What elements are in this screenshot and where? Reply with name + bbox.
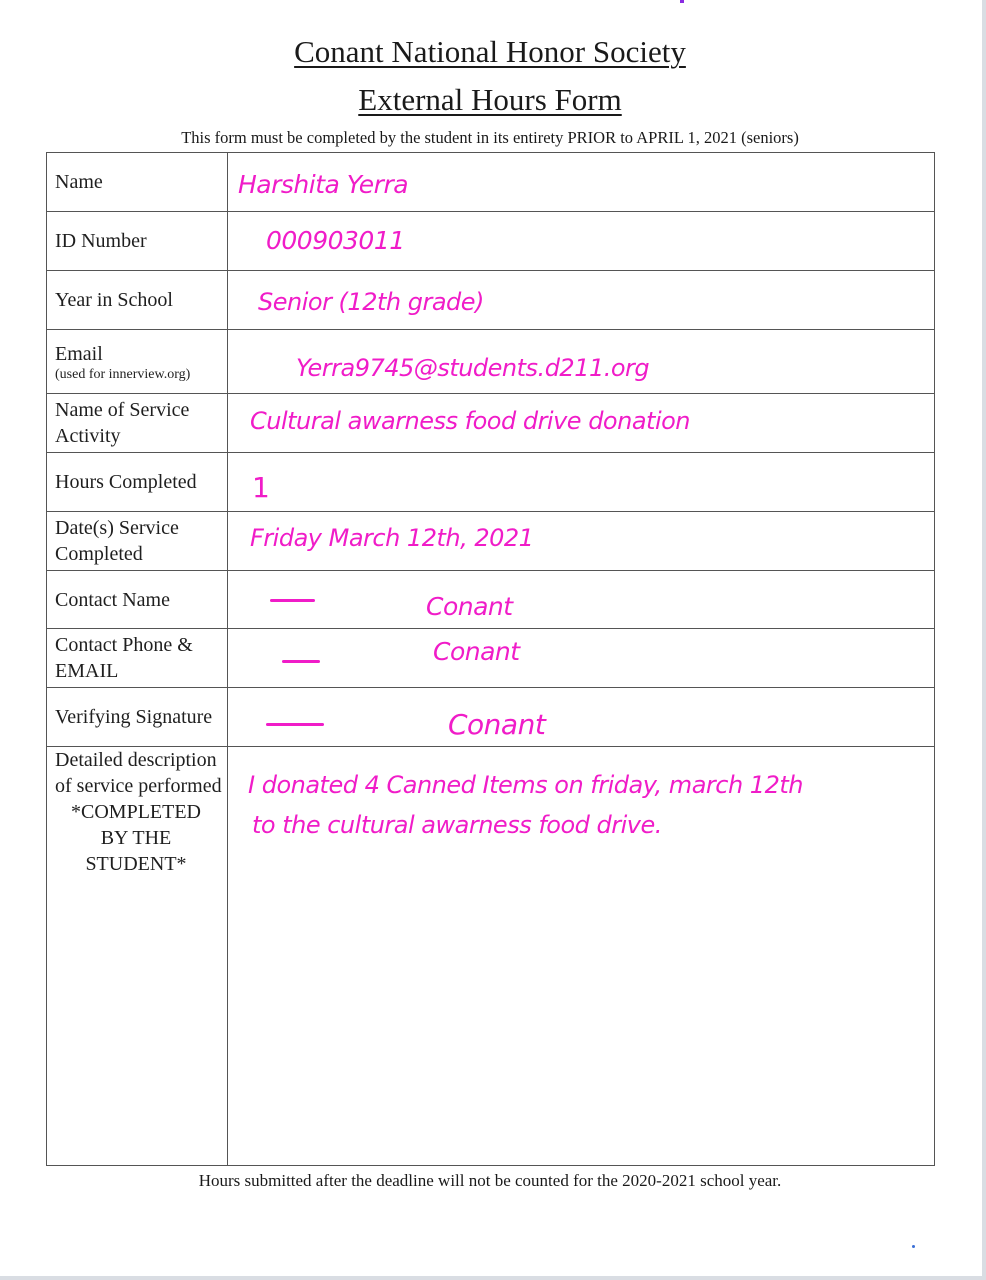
value-cell-contact-name[interactable] (228, 571, 935, 629)
form-subtitle: External Hours Form (358, 82, 622, 117)
form-title: Conant National Honor Society (294, 34, 686, 69)
row-description (47, 747, 935, 1166)
description-line-1: I donated 4 Canned Items on friday, march 12th (248, 771, 803, 799)
value-cell-email[interactable] (228, 330, 935, 394)
value-cell-activity[interactable] (228, 394, 935, 453)
label-name: Name (47, 153, 228, 212)
row-contact-name (47, 571, 935, 629)
value-cell-id[interactable] (228, 212, 935, 271)
value-cell-name[interactable] (228, 153, 935, 212)
value-cell-description[interactable] (228, 747, 935, 1166)
row-signature (47, 688, 935, 747)
description-label-note: *COMPLETED BY THE STUDENT* (71, 801, 201, 875)
value-hours: 1 (252, 471, 270, 504)
description-label-text: Detailed description of service performed (55, 749, 222, 797)
dash-mark (266, 723, 324, 726)
email-label-text: Email (55, 343, 103, 365)
email-label-note: (used for innerview.org) (55, 367, 191, 382)
value-name: Harshita Yerra (238, 170, 409, 199)
row-dates (47, 512, 935, 571)
value-cell-signature[interactable] (228, 688, 935, 747)
page-edge (982, 0, 986, 1280)
label-id: ID Number (47, 212, 228, 271)
row-name (47, 153, 935, 212)
value-id: 000903011 (266, 226, 405, 255)
scan-dot (912, 1245, 915, 1248)
label-description (47, 747, 228, 1166)
row-activity (47, 394, 935, 453)
label-activity: Name of Service Activity (47, 394, 228, 453)
row-year (47, 271, 935, 330)
form-instructions: This form must be completed by the student in its entirety PRIOR to APRIL 1, 2021 (seniors) (181, 128, 799, 147)
label-contact-phone: Contact Phone & EMAIL (47, 629, 228, 688)
page-edge-bottom (0, 1276, 986, 1280)
deadline-footer: Hours submitted after the deadline will not be counted for the 2020-2021 school year. (198, 1171, 782, 1190)
label-hours: Hours Completed (47, 453, 228, 512)
value-cell-contact-phone[interactable] (228, 629, 935, 688)
row-email (47, 330, 935, 394)
label-year: Year in School (47, 271, 228, 330)
row-id (47, 212, 935, 271)
value-cell-hours[interactable] (228, 453, 935, 512)
value-signature: Conant (448, 708, 546, 741)
description-line-2: to the cultural awarness food drive. (252, 811, 662, 839)
value-email: Yerra9745@students.d211.org (296, 354, 650, 382)
row-hours (47, 453, 935, 512)
ink-mark (680, 0, 684, 3)
value-dates: Friday March 12th, 2021 (250, 524, 534, 552)
label-contact-name: Contact Name (47, 571, 228, 629)
label-dates: Date(s) Service Completed (47, 512, 228, 571)
dash-mark (282, 660, 320, 663)
hours-form-table (46, 152, 935, 1166)
value-cell-year[interactable] (228, 271, 935, 330)
value-cell-dates[interactable] (228, 512, 935, 571)
label-signature: Verifying Signature (47, 688, 228, 747)
value-contact-name: Conant (426, 592, 513, 621)
row-contact-phone (47, 629, 935, 688)
value-year: Senior (12th grade) (258, 288, 484, 316)
label-email (47, 330, 228, 394)
value-activity: Cultural awarness food drive donation (250, 407, 691, 435)
value-contact-phone: Conant (433, 637, 520, 666)
dash-mark (270, 599, 315, 602)
